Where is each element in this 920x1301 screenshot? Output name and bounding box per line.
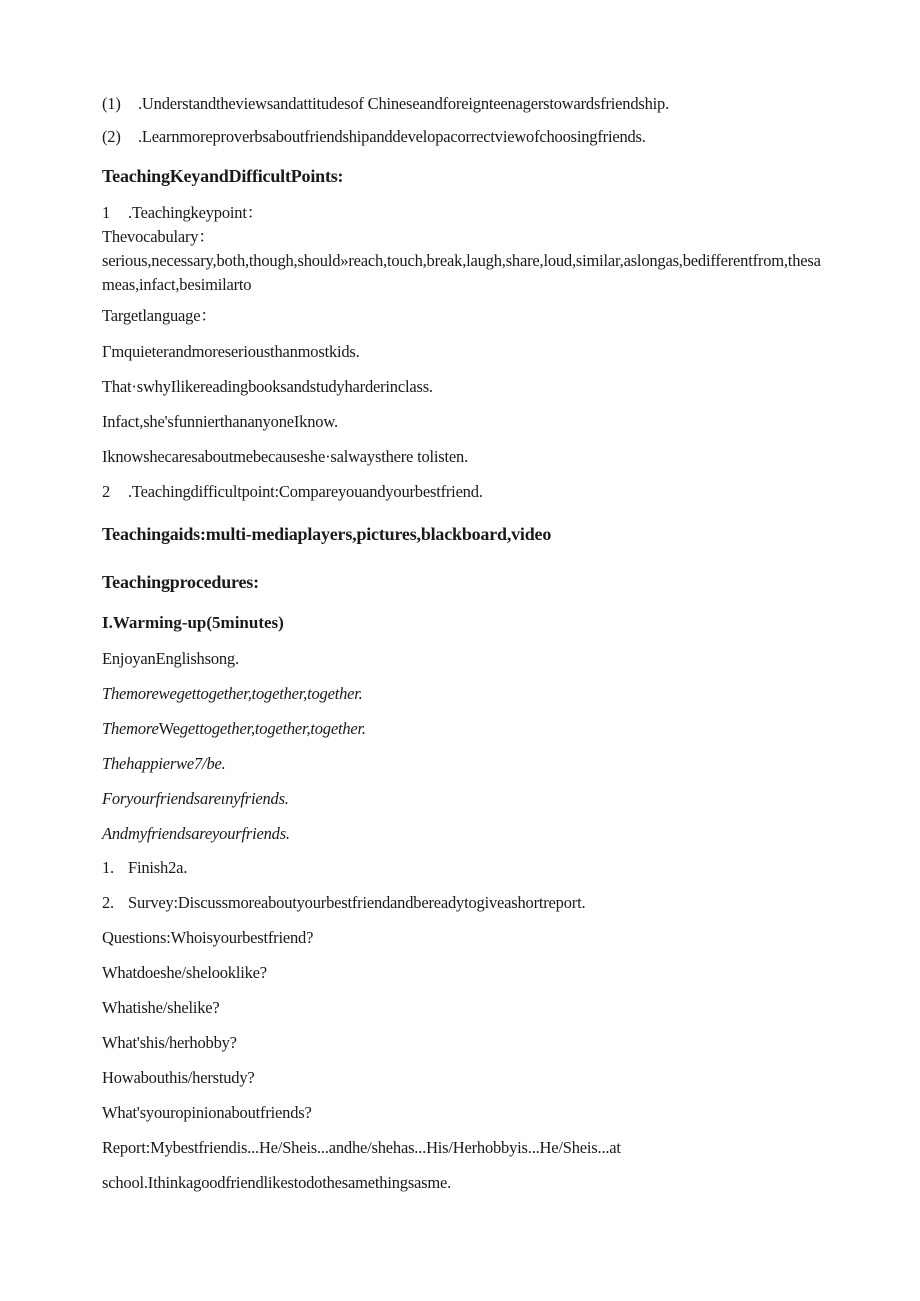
song-lyric-2 bbox=[102, 719, 366, 739]
question-1: Questions:Whoisyourbestfriend? bbox=[102, 928, 314, 947]
objective-1 bbox=[102, 94, 669, 114]
procedures-heading: Teachingprocedures: bbox=[102, 572, 259, 592]
task-2 bbox=[102, 893, 585, 913]
key-point-item-1-number: 1 bbox=[102, 203, 111, 222]
question-6: What'syouropinionaboutfriends? bbox=[102, 1103, 312, 1122]
task-1 bbox=[102, 858, 187, 878]
key-point-item-1-label: .Teachingkeypoint： bbox=[128, 203, 263, 222]
teaching-aids-heading: Teachingaids:multi-mediaplayers,pictures,blackboard,video bbox=[102, 524, 552, 544]
task-2-number: 2. bbox=[102, 893, 114, 912]
vocabulary-list: serious,necessary,both,though,should»reach,touch,break,laugh,share,loud,similar,aslongas,bedifferentfrom,thesameas,infact,besimilarto bbox=[102, 251, 821, 294]
task-1-number: 1. bbox=[102, 858, 114, 877]
objective-2-text: .Learnmoreproverbsaboutfriendshipanddevelopacorrectviewofchoosingfriends. bbox=[138, 127, 646, 146]
song-lyric-2-part-a: Themore bbox=[102, 719, 159, 738]
warming-up-heading: I.Warming-up(5minutes) bbox=[102, 613, 284, 632]
difficult-point-text: .Teachingdifficultpoint:Compareyouandyourbestfriend. bbox=[128, 482, 483, 501]
key-points-heading: TeachingKeyandDifficultPoints: bbox=[102, 166, 344, 186]
song-lyric-2-part-b: We bbox=[158, 719, 180, 738]
song-intro: EnjoyanEnglishsong. bbox=[102, 649, 239, 668]
objective-1-text: .Understandtheviewsandattitudesof Chineseandforeignteenagerstowardsfriendship. bbox=[138, 94, 670, 113]
target-sentence-4: Iknowshecaresaboutmebecauseshe·salwaysthere tolisten. bbox=[102, 447, 469, 466]
question-5: Howabouthis/herstudy? bbox=[102, 1068, 255, 1087]
objective-2-number: (2) bbox=[102, 127, 121, 146]
report-line-1: Report:Mybestfriendis...He/Sheis...andhe/shehas...His/Herhobbyis...He/Sheis...at bbox=[102, 1138, 621, 1157]
task-2-text: Survey:Discussmoreaboutyourbestfriendandbereadytogiveashortreport. bbox=[128, 893, 586, 912]
question-2: Whatdoeshe/shelooklike? bbox=[102, 963, 267, 982]
question-4: What'shis/herhobby? bbox=[102, 1033, 237, 1052]
difficult-point bbox=[102, 482, 483, 502]
target-sentence-1: Γmquieterandmoreseriousthanmostkids. bbox=[102, 342, 360, 361]
song-lyric-4: Foryourfriendsareιnyfriends. bbox=[102, 789, 289, 808]
difficult-point-number: 2 bbox=[102, 482, 111, 501]
song-lyric-3: Thehappierwe7/be. bbox=[102, 754, 226, 773]
objective-2 bbox=[102, 127, 646, 147]
target-sentence-2: That·swhyIlikereadingbooksandstudyharderinclass. bbox=[102, 377, 433, 396]
vocabulary-label: Thevocabulary： bbox=[102, 227, 215, 246]
report-line-2: school.Ithinkagoodfriendlikestodothesamethingsasme. bbox=[102, 1173, 452, 1192]
song-lyric-5: Andmyfriendsareyourfriends. bbox=[102, 824, 290, 843]
task-1-text: Finish2a. bbox=[128, 858, 188, 877]
target-language-label: Targetlanguage： bbox=[102, 306, 217, 325]
question-3: Whatishe/shelike? bbox=[102, 998, 220, 1017]
key-point-item-1 bbox=[102, 203, 263, 223]
target-sentence-3: Infact,she'sfunnierthananyoneIknow. bbox=[102, 412, 338, 431]
objective-1-number: (1) bbox=[102, 94, 121, 113]
song-lyric-1: Themorewegettogether,together,together. bbox=[102, 684, 363, 703]
song-lyric-2-part-c: gettogether,together,together. bbox=[179, 719, 366, 738]
